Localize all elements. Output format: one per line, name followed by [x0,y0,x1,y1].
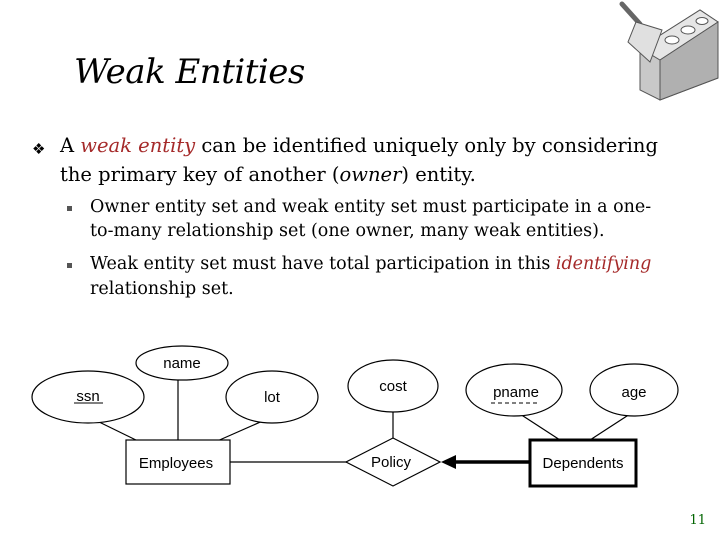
attribute-name-label: name [163,355,201,372]
attribute-cost-label: cost [379,378,407,395]
edge-pname-dependents [520,414,560,440]
sub-bullet-2-line-2: relationship set. [90,279,234,299]
slide-title: Weak Entities [74,52,305,92]
attribute-pname-label: pname [493,384,539,401]
attribute-age-label: age [621,384,647,401]
diamond-bullet-icon: ❖ [32,140,46,158]
edge-lot-employees [215,420,265,442]
term-weak-entity: weak entity [80,134,196,157]
term-identifying: identifying [555,254,652,274]
edge-ssn-employees [95,420,140,442]
bullet-1-line-1: A weak entity can be identified uniquely only by considering [60,134,658,157]
sub-bullet-2-line-1: Weak entity set must have total participation in this identifying [90,254,652,274]
attribute-lot-label: lot [264,389,280,406]
relationship-policy-label: Policy [370,454,412,471]
attribute-ssn-label: ssn [76,388,100,405]
entity-dependents-label: Dependents [542,455,624,472]
entity-employees-label: Employees [138,455,214,472]
edge-age-dependents [590,414,630,440]
sub-bullet-1-line-1: Owner entity set and weak entity set must participate in a one- [90,197,652,217]
term-owner: owner [339,163,402,186]
bullet-1-line-2: the primary key of another (owner) entity. [60,163,476,186]
page-number: 11 [689,513,706,528]
sub-bullet-1-line-2: to-many relationship set (one owner, many weak entities). [90,221,605,241]
arrow-head-icon [441,455,456,469]
